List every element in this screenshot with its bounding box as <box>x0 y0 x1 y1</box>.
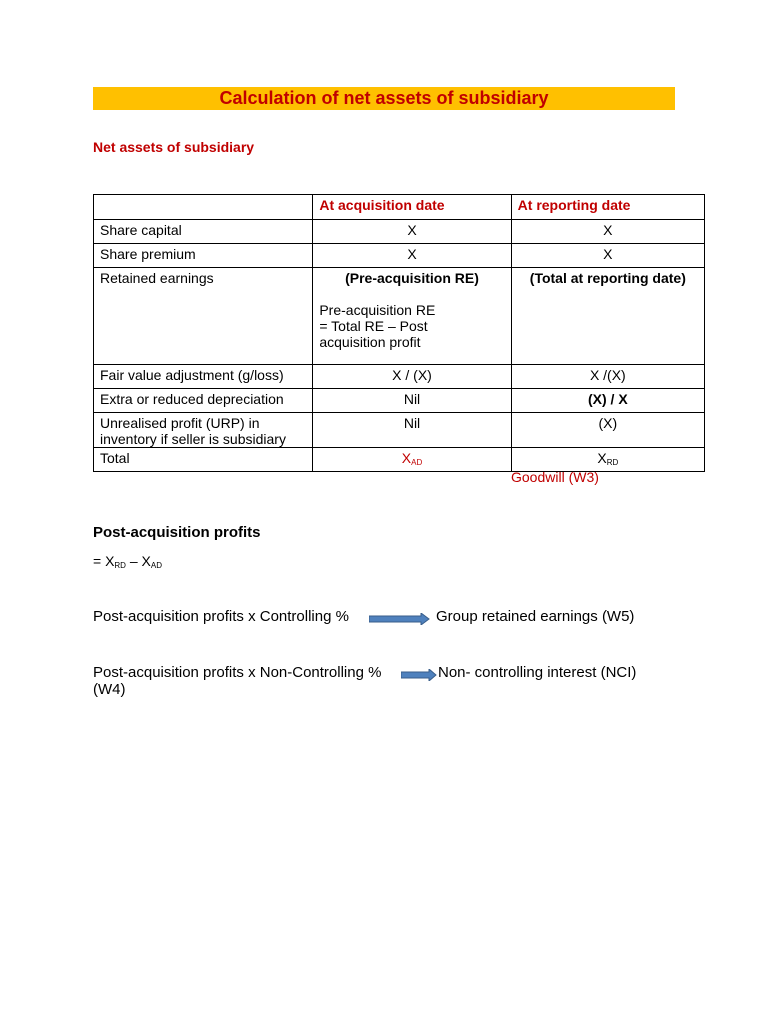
formula-sub-ad: AD <box>150 561 162 570</box>
rep-value: (Total at reporting date) <box>511 268 704 365</box>
title-bar <box>93 87 675 110</box>
page-title: Calculation of net assets of subsidiary <box>219 88 549 108</box>
row-label: Share premium <box>94 244 313 268</box>
row-label: Fair value adjustment (g/loss) <box>94 365 313 389</box>
row-label: Share capital <box>94 220 313 244</box>
rep-value: X /(X) <box>511 365 704 389</box>
total-acq-value <box>313 448 511 472</box>
total-rep-main: X <box>597 450 607 466</box>
table-row <box>94 365 705 389</box>
row-label-line: inventory if seller is subsidiary <box>100 431 286 447</box>
group-retained-earnings-text: Group retained earnings (W5) <box>436 608 635 625</box>
total-acq-sub: AD <box>411 458 423 467</box>
row-label-line: Unrealised profit (URP) in <box>100 415 260 431</box>
arrow-right-icon <box>369 613 430 625</box>
table-row <box>94 389 705 413</box>
header-acquisition-date: At acquisition date <box>313 195 511 220</box>
row-label: Extra or reduced depreciation <box>94 389 313 413</box>
formula-mid: – X <box>125 553 151 569</box>
acq-note <box>319 302 504 350</box>
acq-value: X <box>313 220 511 244</box>
acq-note-line: = Total RE – Post <box>319 318 428 334</box>
nci-text: Non- controlling interest (NCI) <box>438 664 637 681</box>
row-label: Total <box>94 448 313 472</box>
arrow-right-icon <box>401 669 437 681</box>
acq-value: X <box>313 244 511 268</box>
row-label-cell <box>94 413 313 448</box>
acq-note-line: acquisition profit <box>319 334 421 350</box>
header-cell-empty <box>94 195 313 220</box>
acq-value: X / (X) <box>313 365 511 389</box>
header-reporting-date: At reporting date <box>511 195 704 220</box>
rep-value: X <box>511 244 704 268</box>
rep-value: (X) / X <box>511 389 704 413</box>
total-rep-sub: RD <box>606 458 619 467</box>
post-acq-formula <box>93 553 162 570</box>
formula-prefix: = X <box>93 553 115 569</box>
table-row <box>94 413 705 448</box>
acq-value: (Pre-acquisition RE) <box>345 270 479 286</box>
table-row-total <box>94 448 705 472</box>
section-subtitle: Net assets of subsidiary <box>93 139 255 155</box>
acq-note-line: Pre-acquisition RE <box>319 302 436 318</box>
table-row <box>94 268 705 365</box>
total-rep-value <box>511 448 704 472</box>
table-row <box>94 244 705 268</box>
acq-value: Nil <box>313 413 511 448</box>
noncontrolling-line-wrap: (W4) <box>93 681 126 698</box>
noncontrolling-line-main: Post-acquisition profits x Non-Controlling % <box>93 664 382 681</box>
post-acq-heading: Post-acquisition profits <box>93 524 261 541</box>
acq-value-cell <box>313 268 511 365</box>
net-assets-table <box>93 194 705 472</box>
noncontrolling-line-text <box>93 664 381 698</box>
rep-value: (X) <box>511 413 704 448</box>
table-row <box>94 220 705 244</box>
total-acq-main: X <box>401 450 412 466</box>
table-header-row <box>94 195 705 220</box>
controlling-line-text: Post-acquisition profits x Controlling % <box>93 608 349 625</box>
goodwill-note: Goodwill (W3) <box>511 469 599 485</box>
acq-value: Nil <box>313 389 511 413</box>
rep-value: X <box>511 220 704 244</box>
formula-sub-rd: RD <box>114 561 126 570</box>
row-label: Retained earnings <box>94 268 313 365</box>
